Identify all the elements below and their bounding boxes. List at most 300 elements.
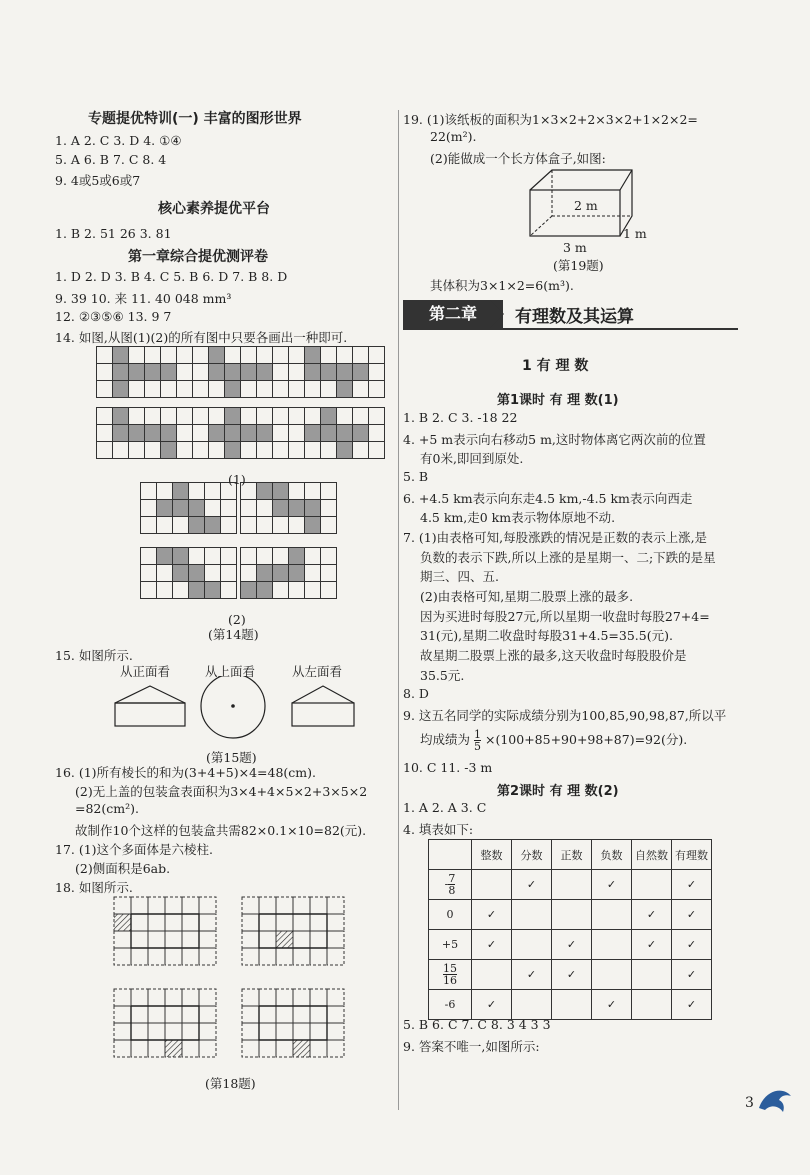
grid-cell <box>112 380 129 398</box>
grid-cell <box>156 516 173 534</box>
grid-cell <box>160 441 177 459</box>
grid-cell <box>96 441 113 459</box>
table-cell: ✓ <box>672 990 712 1020</box>
grid-cell <box>192 363 209 381</box>
grid-cell <box>240 564 257 582</box>
grid-cell <box>320 581 337 599</box>
lesson-title: 第2课时 有 理 数(2) <box>497 784 619 799</box>
chapter-banner-arrow <box>490 300 504 328</box>
grid-cell <box>140 482 157 500</box>
table-header-cell: 正数 <box>552 840 592 870</box>
answer-line: 9. 39 10. 来 11. 40 048 mm³ <box>55 291 232 306</box>
grid-cell <box>156 564 173 582</box>
fraction <box>448 873 455 896</box>
net-cell <box>276 948 293 965</box>
grid-figure <box>96 407 192 458</box>
grid-cell <box>368 407 385 425</box>
grid-cell <box>224 407 241 425</box>
grid-cell <box>128 346 145 364</box>
grid-cell <box>224 363 241 381</box>
net-cell <box>131 931 148 948</box>
net-cell <box>242 914 259 931</box>
grid-cell <box>352 380 369 398</box>
table-cell <box>552 900 592 930</box>
net-cell <box>165 1006 182 1023</box>
table-cell: ✓ <box>512 870 552 900</box>
grid-cell <box>204 547 221 565</box>
table-header-cell: 分数 <box>512 840 552 870</box>
net-cell <box>293 1023 310 1040</box>
grid-cell <box>256 424 273 442</box>
net-cell <box>199 914 216 931</box>
lesson-title: 第1课时 有 理 数(1) <box>497 393 619 408</box>
grid-cell <box>204 516 221 534</box>
net-cell <box>114 1006 131 1023</box>
net-cell <box>148 1006 165 1023</box>
grid-figure <box>140 547 236 598</box>
net-cell <box>276 989 293 1006</box>
net-cell <box>131 989 148 1006</box>
grid-cell <box>144 363 161 381</box>
figure-caption: (第18题) <box>205 1076 256 1091</box>
grid-figure <box>240 547 336 598</box>
table-cell <box>632 960 672 990</box>
grid-figure <box>240 482 336 533</box>
table-cell <box>592 960 632 990</box>
grid-cell <box>272 516 289 534</box>
table-row <box>429 960 712 990</box>
net-cell <box>165 897 182 914</box>
answer-line: 16. (1)所有棱长的和为(3+4+5)×4=48(cm). <box>55 765 317 780</box>
net-cell <box>148 1040 165 1057</box>
grid-cell <box>204 581 221 599</box>
box-width-label: 3 m <box>563 240 587 255</box>
net-cell <box>165 931 182 948</box>
answer-line: 1. B 2. C 3. -18 22 <box>403 410 518 425</box>
grid-cell <box>220 564 237 582</box>
answer-line: (2)无上盖的包装盒表面积为3×4+4×5×2+3×5×2 <box>75 784 368 799</box>
table-cell <box>472 960 512 990</box>
box-depth-label: 1 m <box>623 226 647 241</box>
answer-line: 9. 答案不唯一,如图所示: <box>403 1039 540 1054</box>
net-cell <box>199 1023 216 1040</box>
net-cell <box>259 897 276 914</box>
answer-line: 7. (1)由表格可知,每股涨跌的情况是正数的表示上涨,是 <box>403 530 708 545</box>
answer-line: 故制作10个这样的包装盒共需82×0.1×10=82(元). <box>75 823 367 838</box>
net-cell <box>114 948 131 965</box>
table-cell: ✓ <box>672 930 712 960</box>
grid-cell <box>288 516 305 534</box>
grid-cell <box>224 346 241 364</box>
grid-cell <box>320 363 337 381</box>
net-cell <box>293 897 310 914</box>
minus-sign: - <box>444 877 449 891</box>
table-header-cell: 整数 <box>472 840 512 870</box>
answer-line: 1. A 2. C 3. D 4. ①④ <box>55 133 182 148</box>
grid-cell <box>176 424 193 442</box>
grid-cell <box>288 564 305 582</box>
grid-cell <box>256 441 273 459</box>
grid-cell <box>304 516 321 534</box>
grid-cell <box>288 346 305 364</box>
figure-caption: (第15题) <box>206 750 257 765</box>
grid-cell <box>176 380 193 398</box>
dolphin-logo-icon <box>755 1082 795 1118</box>
grid-cell <box>240 424 257 442</box>
grid-cell <box>288 547 305 565</box>
grid-cell <box>96 407 113 425</box>
grid-cell <box>140 547 157 565</box>
grid-cell <box>368 424 385 442</box>
top-view-circle <box>201 676 265 738</box>
row-label-cell: 0 <box>429 900 472 930</box>
net-cell <box>182 897 199 914</box>
grid-cell <box>320 499 337 517</box>
net-cell <box>114 914 131 931</box>
net-cell <box>310 1006 327 1023</box>
table-cell: ✓ <box>632 930 672 960</box>
grid-cell <box>140 499 157 517</box>
net-cell <box>114 931 131 948</box>
grid-cell <box>240 363 257 381</box>
grid-cell <box>144 407 161 425</box>
answer-line: 4. 填表如下: <box>403 822 474 837</box>
grid-cell <box>188 482 205 500</box>
table-row <box>429 930 712 960</box>
answer-line: 4. +5 m表示向右移动5 m,这时物体离它两次前的位置 <box>403 432 706 447</box>
table-cell <box>552 990 592 1020</box>
grid-cell <box>160 363 177 381</box>
answer-line: 6. +4.5 km表示向东走4.5 km,-4.5 km表示向西走 <box>403 491 693 506</box>
grid-cell <box>112 407 129 425</box>
net-cell <box>310 948 327 965</box>
net-cell <box>310 897 327 914</box>
grid-cell <box>112 346 129 364</box>
grid-cell <box>112 441 129 459</box>
grid-figure <box>96 346 192 397</box>
grid-cell <box>128 441 145 459</box>
net-cell <box>148 931 165 948</box>
net-cell <box>242 1040 259 1057</box>
grid-cell <box>272 380 289 398</box>
grid-cell <box>256 499 273 517</box>
net-cell <box>327 1040 344 1057</box>
grid-cell <box>320 482 337 500</box>
net-cell <box>276 1006 293 1023</box>
net-cell <box>199 897 216 914</box>
fraction-numerator: 1 <box>474 728 481 741</box>
grid-cell <box>256 346 273 364</box>
net-cell <box>276 1040 293 1057</box>
grid-cell <box>320 547 337 565</box>
grid-cell <box>288 380 305 398</box>
grid-cell <box>176 346 193 364</box>
grid-cell <box>240 407 257 425</box>
grid-cell <box>172 499 189 517</box>
row-label-cell <box>429 960 472 990</box>
net-cell <box>131 948 148 965</box>
table-cell: ✓ <box>472 990 512 1020</box>
grid-cell <box>172 564 189 582</box>
table-cell: ✓ <box>672 870 712 900</box>
grid-cell <box>336 380 353 398</box>
chapter-underline <box>403 328 738 330</box>
grid-cell <box>208 363 225 381</box>
chapter-banner: 第二章 <box>403 300 503 328</box>
grid-cell <box>220 547 237 565</box>
net-cell <box>327 1023 344 1040</box>
answer-line-fraction <box>420 729 687 752</box>
answer-line: 9. 这五名同学的实际成绩分别为100,85,90,98,87,所以平 <box>403 708 727 723</box>
grid-cell <box>172 482 189 500</box>
grid-cell <box>352 407 369 425</box>
net-cell <box>165 948 182 965</box>
net-cell <box>131 1023 148 1040</box>
table-cell <box>592 930 632 960</box>
grid-cell <box>336 441 353 459</box>
grid-cell <box>304 547 321 565</box>
net-cell <box>327 1006 344 1023</box>
grid-cell <box>320 424 337 442</box>
grid-cell <box>96 380 113 398</box>
grid-cell <box>304 346 321 364</box>
grid-cell <box>352 363 369 381</box>
grid-cell <box>288 424 305 442</box>
grid-cell <box>160 346 177 364</box>
answer-line: 8. D <box>403 686 429 701</box>
table-cell <box>632 990 672 1020</box>
grid-cell <box>128 424 145 442</box>
table-cell: ✓ <box>552 930 592 960</box>
grid-cell <box>208 424 225 442</box>
grid-cell <box>128 380 145 398</box>
net-cell <box>293 1006 310 1023</box>
grid-cell <box>140 581 157 599</box>
row-label-cell <box>429 870 472 900</box>
section-title-core: 核心素养提优平台 <box>158 201 270 217</box>
grid-cell <box>224 380 241 398</box>
answer-line: 5. B <box>403 469 429 484</box>
net-cell <box>327 931 344 948</box>
grid-cell <box>204 482 221 500</box>
grid-cell <box>320 407 337 425</box>
grid-cell <box>352 441 369 459</box>
grid-cell <box>256 363 273 381</box>
table-cell: ✓ <box>512 960 552 990</box>
grid-cell <box>188 564 205 582</box>
net-cell <box>199 1006 216 1023</box>
grid-cell <box>112 363 129 381</box>
net-cell <box>182 1023 199 1040</box>
grid-cell <box>336 407 353 425</box>
grid-cell <box>272 547 289 565</box>
net-cell <box>293 914 310 931</box>
table-cell <box>512 930 552 960</box>
net-cell <box>327 914 344 931</box>
answer-line: 其体积为3×1×2=6(m³). <box>430 278 574 293</box>
grid-cell <box>352 424 369 442</box>
table-cell: ✓ <box>552 960 592 990</box>
grid-cell <box>272 581 289 599</box>
net-cell <box>114 989 131 1006</box>
net-cell <box>293 989 310 1006</box>
table-header-cell: 有理数 <box>672 840 712 870</box>
table-cell: ✓ <box>672 900 712 930</box>
grid-cell <box>188 581 205 599</box>
grid-cell <box>140 564 157 582</box>
grid-cell <box>288 581 305 599</box>
net-cell <box>242 989 259 1006</box>
net-cell <box>293 1040 310 1057</box>
grid-cell <box>320 516 337 534</box>
grid-cell <box>352 346 369 364</box>
net-cell <box>114 897 131 914</box>
answer-line: 22(m²). <box>430 129 477 144</box>
grid-cell <box>272 482 289 500</box>
grid-cell <box>160 424 177 442</box>
grid-figure <box>288 346 384 397</box>
net-cell <box>242 931 259 948</box>
grid-cell <box>172 547 189 565</box>
net-cell <box>199 1040 216 1057</box>
answer-line: 35.5元. <box>420 668 465 683</box>
net-cell <box>242 1006 259 1023</box>
grid-cell <box>336 346 353 364</box>
grid-cell <box>224 424 241 442</box>
grid-cell <box>144 346 161 364</box>
column-divider <box>398 110 399 1110</box>
grid-cell <box>320 346 337 364</box>
table-cell <box>512 990 552 1020</box>
grid-cell <box>288 482 305 500</box>
net-cell <box>148 989 165 1006</box>
grid-cell <box>96 363 113 381</box>
answer-line: 5. A 6. B 7. C 8. 4 <box>55 152 167 167</box>
net-cell <box>259 1023 276 1040</box>
box-height-label: 2 m <box>574 198 598 213</box>
grid-cell <box>220 499 237 517</box>
grid-cell <box>272 346 289 364</box>
grid-cell <box>156 482 173 500</box>
grid-cell <box>240 346 257 364</box>
figure-caption: (1) <box>228 472 246 487</box>
answer-line: 4.5 km,走0 km表示物体原地不动. <box>420 510 616 525</box>
grid-cell <box>96 424 113 442</box>
net-cell <box>131 897 148 914</box>
net-cell <box>310 1023 327 1040</box>
answer-line: =82(cm²). <box>75 801 139 816</box>
net-cell <box>165 1023 182 1040</box>
grid-cell <box>128 363 145 381</box>
grid-figure <box>140 482 236 533</box>
table-cell <box>472 870 512 900</box>
grid-cell <box>156 499 173 517</box>
grid-cell <box>336 363 353 381</box>
net-cell <box>293 931 310 948</box>
answer-line: 1. D 2. D 3. B 4. C 5. B 6. D 7. B 8. D <box>55 269 288 284</box>
net-cell <box>182 931 199 948</box>
answer-line: 14. 如图,从图(1)(2)的所有图中只要各画出一种即可. <box>55 330 348 345</box>
net-cell <box>259 931 276 948</box>
classification-table <box>428 839 712 1020</box>
grid-figure <box>288 407 384 458</box>
grid-cell <box>240 516 257 534</box>
answer-line: 5. B 6. C 7. C 8. 3 4 3 3 <box>403 1017 551 1032</box>
net-cell <box>293 948 310 965</box>
fraction <box>443 963 457 986</box>
grid-cell <box>368 346 385 364</box>
grid-cell <box>224 441 241 459</box>
grid-cell <box>220 581 237 599</box>
net-cell <box>276 914 293 931</box>
net-cell <box>259 948 276 965</box>
grid-figure <box>192 407 288 458</box>
net-cell <box>131 1040 148 1057</box>
table-cell: ✓ <box>592 990 632 1020</box>
net-cell <box>165 914 182 931</box>
net-cell <box>242 1023 259 1040</box>
grid-cell <box>240 499 257 517</box>
answer-line: 负数的表示下跌,所以上涨的是星期一、二;下跌的是星 <box>420 550 716 565</box>
grid-cell <box>272 441 289 459</box>
answer-line: 期三、四、五. <box>420 569 499 584</box>
net-cell <box>182 1040 199 1057</box>
grid-cell <box>304 407 321 425</box>
net-cell <box>114 1040 131 1057</box>
grid-cell <box>320 564 337 582</box>
net-cell <box>327 948 344 965</box>
net-cell <box>199 931 216 948</box>
net-cell <box>148 948 165 965</box>
fraction <box>474 729 481 752</box>
section-title: 1 有 理 数 <box>522 358 589 374</box>
net-cell <box>310 1040 327 1057</box>
grid-cell <box>208 407 225 425</box>
figure-15-views <box>100 676 380 746</box>
net-cell <box>182 989 199 1006</box>
grid-cell <box>112 424 129 442</box>
grid-cell <box>192 424 209 442</box>
net-cell <box>199 948 216 965</box>
net-cell <box>182 948 199 965</box>
row-label-cell: +5 <box>429 930 472 960</box>
table-corner-cell <box>429 840 472 870</box>
grid-cell <box>188 547 205 565</box>
grid-cell <box>272 407 289 425</box>
answer-line: 15. 如图所示. <box>55 648 133 663</box>
net-cell <box>165 1040 182 1057</box>
grid-cell <box>208 346 225 364</box>
row-label-cell: -6 <box>429 990 472 1020</box>
grid-cell <box>304 441 321 459</box>
grid-cell <box>304 482 321 500</box>
grid-cell <box>156 581 173 599</box>
grid-cell <box>256 516 273 534</box>
grid-cell <box>256 380 273 398</box>
table-cell <box>552 870 592 900</box>
answer-line: (2)侧面积是6ab. <box>75 861 171 876</box>
grid-cell <box>220 516 237 534</box>
net-cell <box>165 989 182 1006</box>
net-cell <box>276 931 293 948</box>
view-label-left: 从左面看 <box>292 664 343 679</box>
grid-cell <box>128 407 145 425</box>
net-cell <box>182 914 199 931</box>
grid-cell <box>172 581 189 599</box>
answer-line: (2)能做成一个长方体盒子,如图: <box>430 151 606 166</box>
grid-cell <box>272 363 289 381</box>
table-header-cell: 负数 <box>592 840 632 870</box>
